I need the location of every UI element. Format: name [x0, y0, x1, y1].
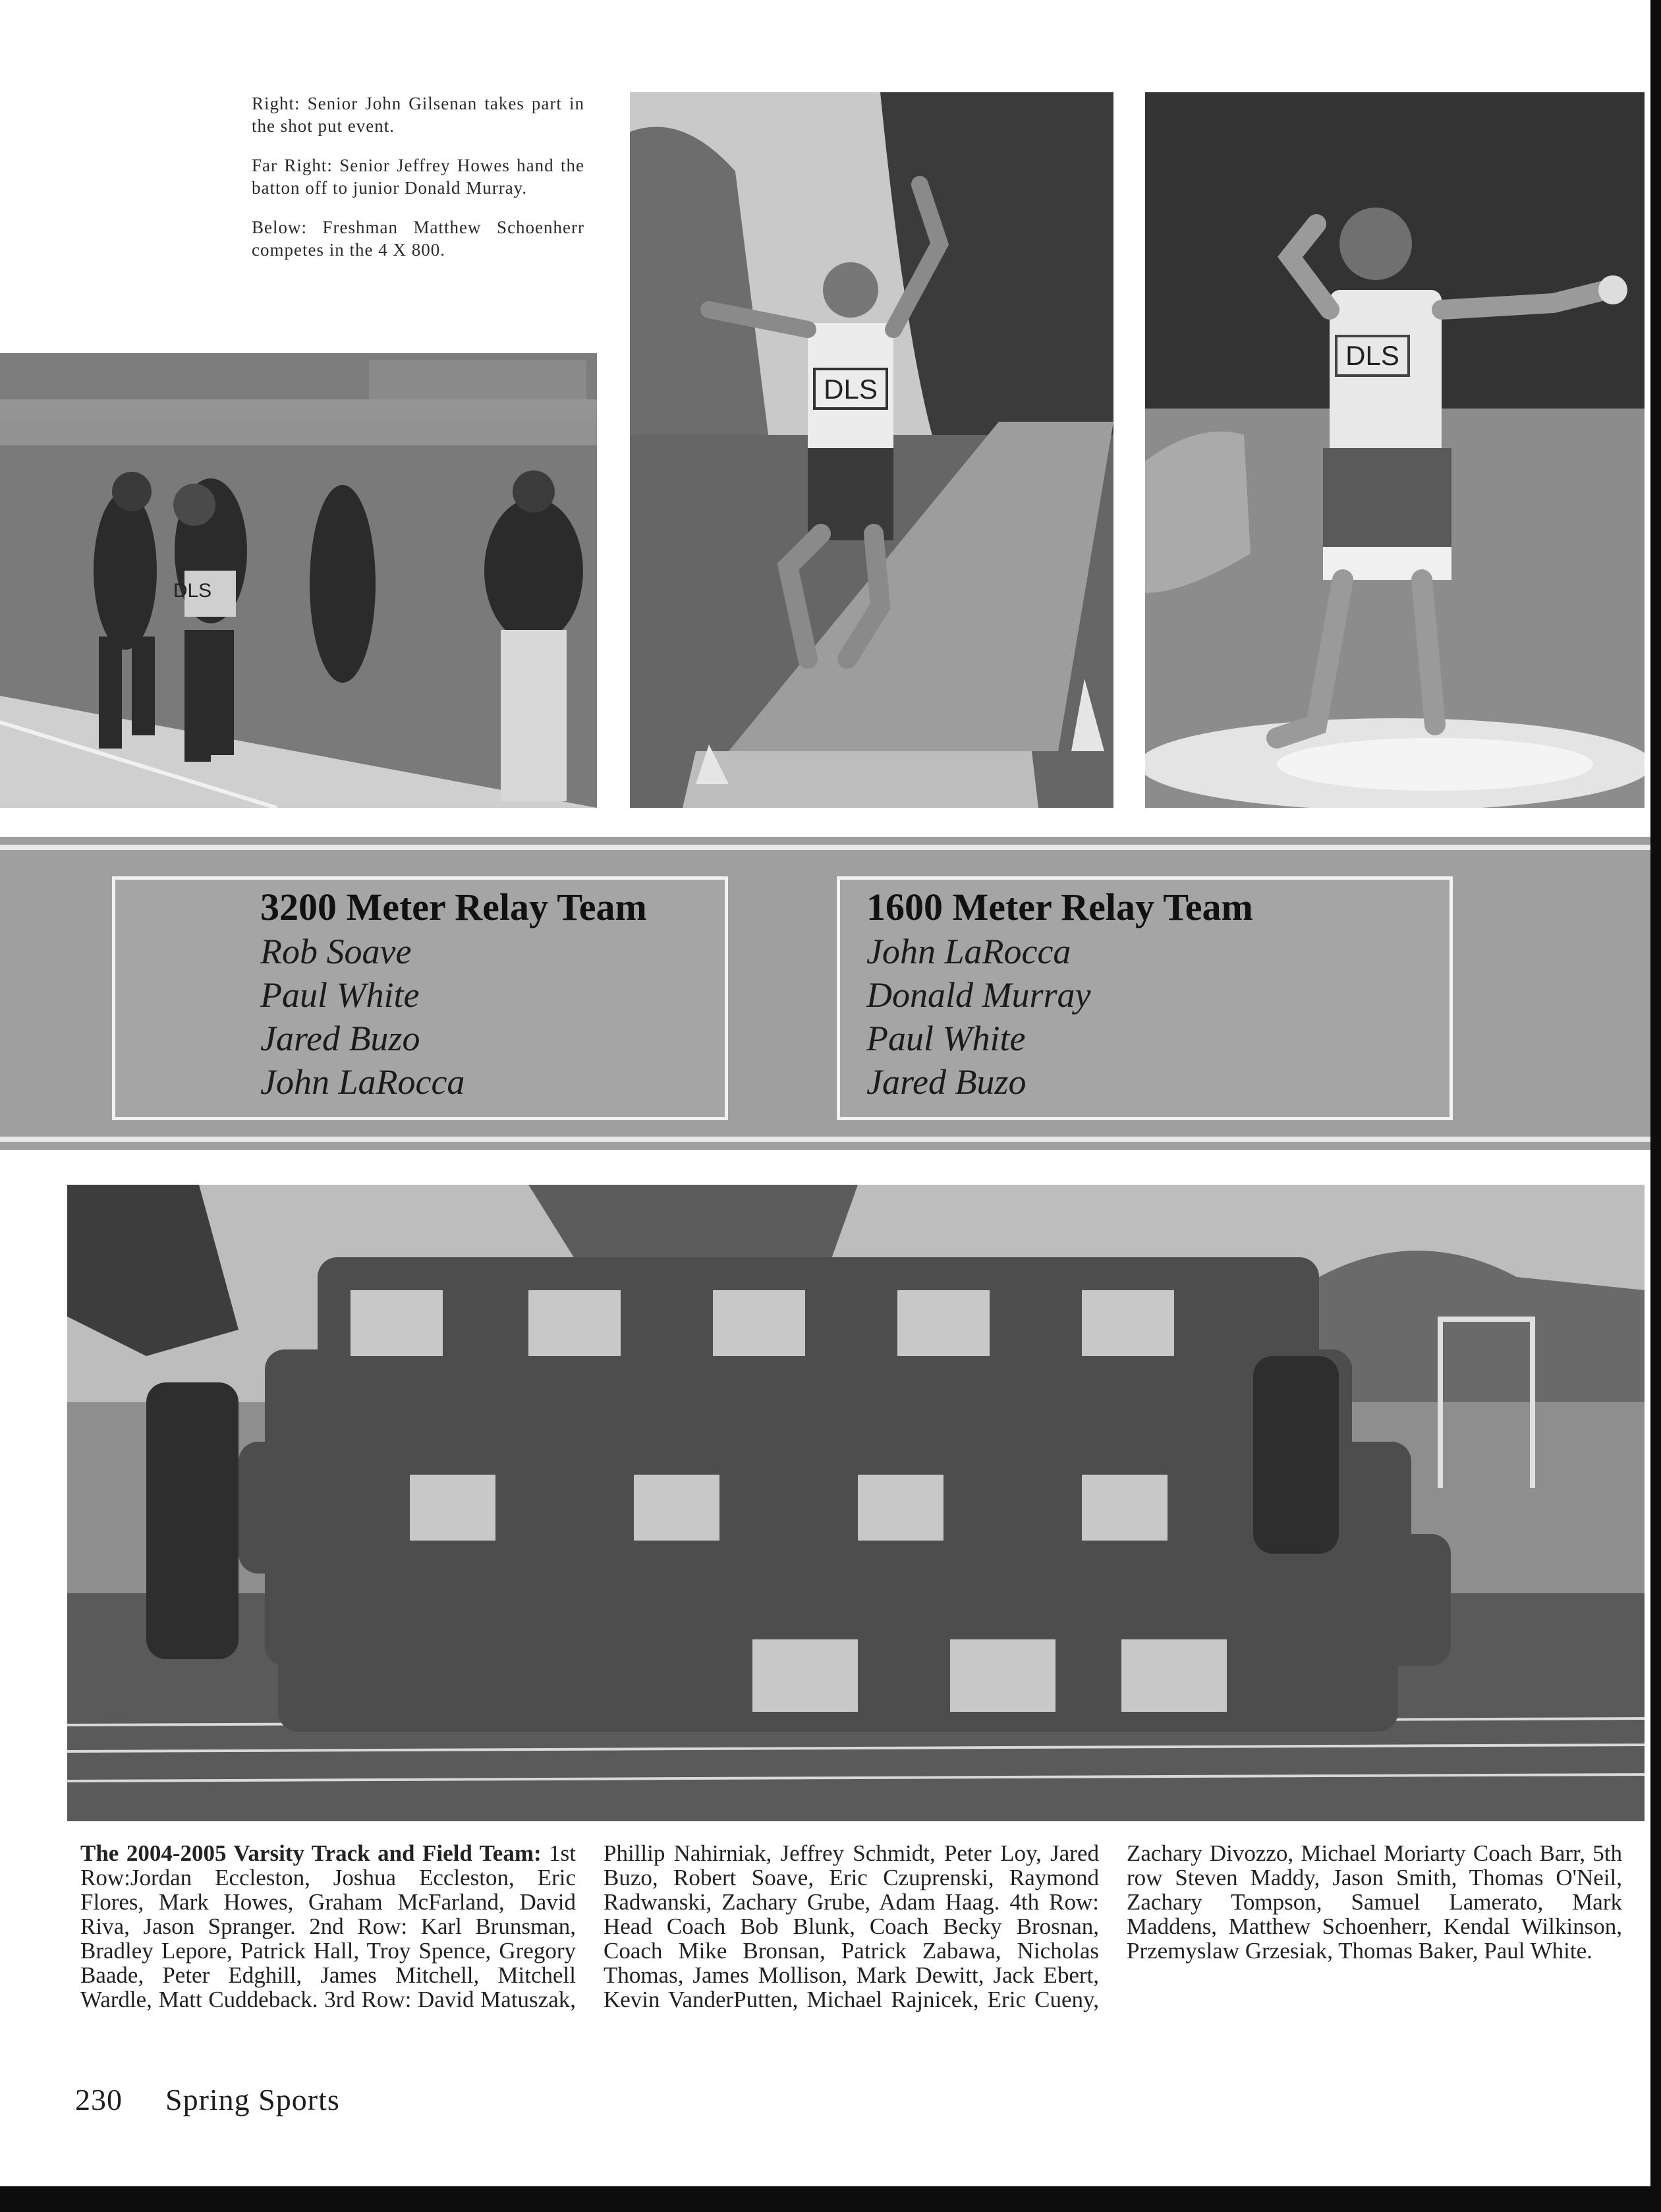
- page-number: 230: [75, 2083, 123, 2116]
- relay-member: Paul White: [866, 1019, 1026, 1058]
- relay-title-1600: 1600 Meter Relay Team: [866, 886, 1253, 928]
- team-caption-body: 1st Row:Jordan Eccleston, Joshua Eccleston, Eric Flores, Mark Howes, Graham McFarland, David Riva, Jason Spranger. 2nd Row: Karl Brunsman, Bradley Lepore, Patrick Hall, Troy Spence, Gregory Baade, Peter Edghill, James Mitchell, Mitchell Wardle, Matt Cuddeback. 3rd Row: David Matuszak, Phillip Nahirniak, Jeffrey Schmidt, Peter Loy, Jared Buzo, Robert Soave, Eric Czuprenski, Raymond Radwanski, Zachary Grube, Adam Haag. 4th Row: Head Coach Bob Blunk, Coach Becky Brosnan, Coach Mike Bronsan, Patrick Zabawa, Nicholas Thomas, James Mollison, Mark Dewitt, Jack Ebert, Kevin VanderPutten, Michael Rajnicek, Eric Cueny, Zachary Divozzo, Michael Moriarty Coach Barr, 5th row Steven Maddy, Jason Smith, Thomas O'Neil, Zachary Tompson, Samuel Lamerato, Mark Maddens, Matthew Schoenherr, Kendal Wilkinson, Przemyslaw Grzesiak, Thomas Baker, Paul White.: [80, 1840, 1622, 2012]
- caption-below: Below: Freshman Matthew Schoenherr competes in the 4 X 800.: [252, 217, 584, 260]
- relay-race-photo: [0, 353, 597, 808]
- long-jump-photo: [630, 92, 1113, 808]
- relay-box-1600: [837, 876, 1453, 1120]
- section-name: Spring Sports: [165, 2083, 340, 2116]
- relay-band: [0, 837, 1650, 1150]
- relay-member: John LaRocca: [866, 932, 1071, 971]
- relay-member: Paul White: [260, 975, 420, 1015]
- scan-edge-bottom: [0, 2186, 1661, 2212]
- team-caption-heading: The 2004-2005 Varsity Track and Field Team:: [80, 1840, 542, 1866]
- relay-box-3200: [112, 876, 728, 1120]
- shot-put-photo: [1145, 92, 1645, 808]
- caption-far-right: Far Right: Senior Jeffrey Howes hand the batton off to junior Donald Murray.: [252, 156, 584, 198]
- team-photo: [67, 1185, 1645, 1821]
- relay-member: Donald Murray: [866, 975, 1091, 1015]
- relay-member: Jared Buzo: [866, 1062, 1027, 1102]
- caption-block: [252, 92, 584, 261]
- long-jump-bib: DLS: [824, 374, 878, 405]
- relay-member: Jared Buzo: [260, 1019, 420, 1058]
- relay-bib: DLS: [173, 580, 212, 602]
- shot-put-bib: DLS: [1345, 340, 1399, 371]
- relay-member: John LaRocca: [260, 1062, 465, 1102]
- relay-member: Rob Soave: [260, 932, 412, 971]
- page-footer: [75, 2082, 340, 2117]
- caption-right: Right: Senior John Gilsenan takes part in the shot put event.: [252, 94, 584, 136]
- relay-title-3200: 3200 Meter Relay Team: [260, 886, 647, 928]
- scan-edge-right: [1650, 0, 1661, 2212]
- team-caption: [80, 1841, 1622, 2052]
